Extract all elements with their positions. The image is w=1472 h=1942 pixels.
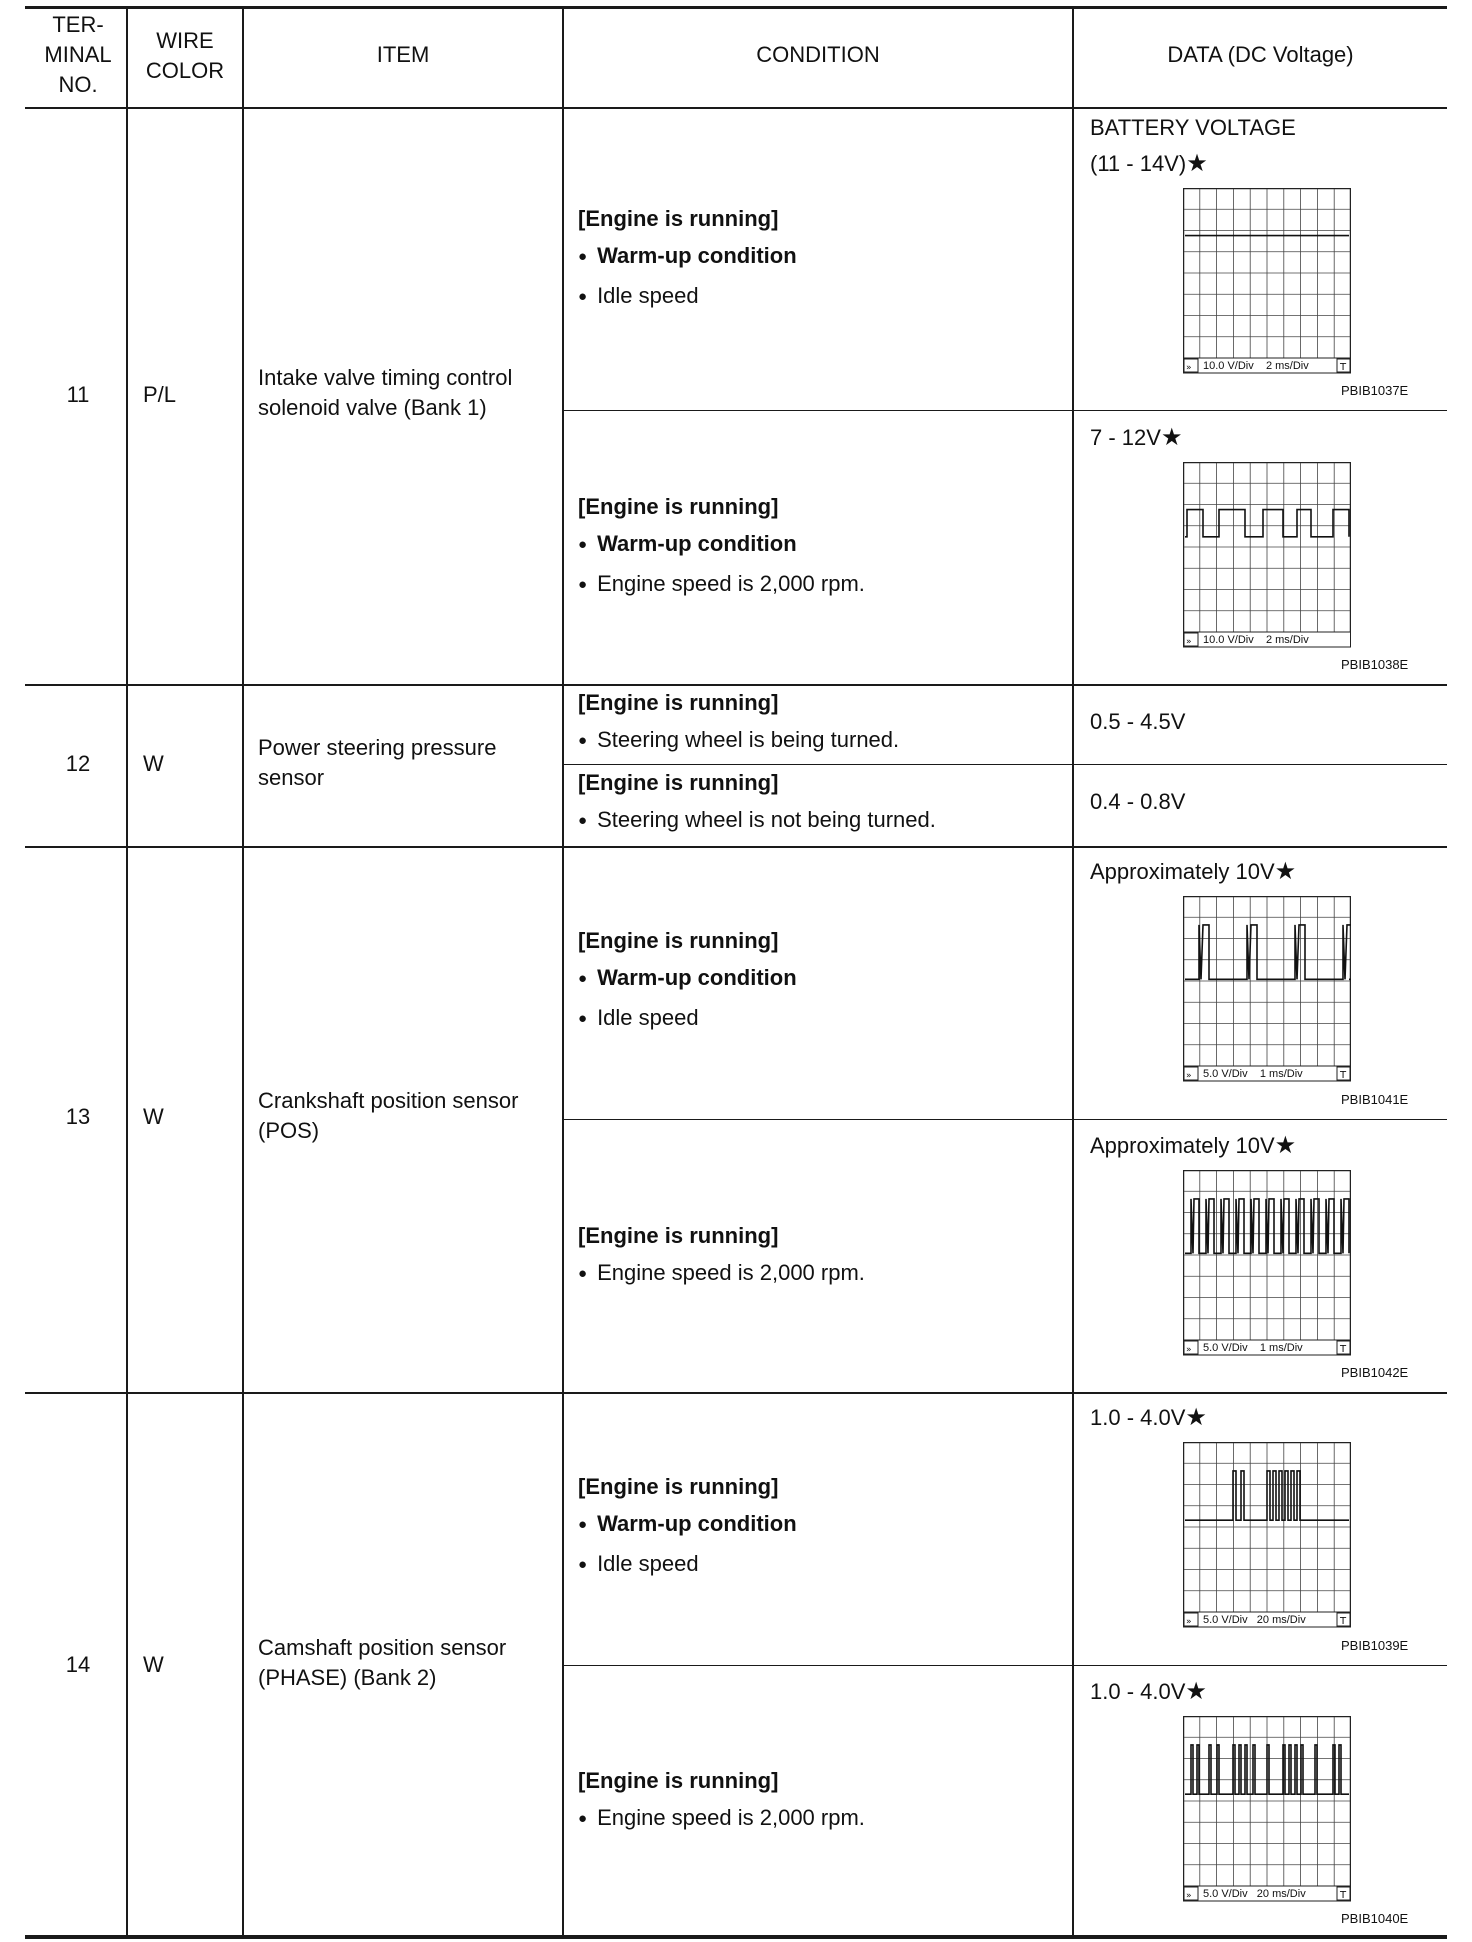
star-icon: ★ [1186, 150, 1208, 177]
figure-code: PBIB1037E [1341, 383, 1409, 398]
figure-code: PBIB1038E [1341, 657, 1409, 672]
condition-block [578, 688, 899, 758]
star-icon: ★ [1274, 858, 1297, 885]
item-name-line-1: Power steering pressure [258, 735, 497, 760]
condition-block [578, 492, 865, 602]
scope-arrow-icon: » [1186, 1891, 1192, 1901]
condition-title: [Engine is running] [578, 1474, 779, 1499]
data-value-text: Approximately 10V [1090, 859, 1275, 884]
condition-bullet: ● Steering wheel is being turned. [578, 725, 899, 758]
item-name [258, 363, 512, 423]
row-13-sub-divider [563, 1119, 1447, 1120]
scope-arrow-icon: » [1186, 637, 1192, 647]
item-name-line-2: solenoid valve (Bank 1) [258, 395, 487, 420]
oscilloscope-waveform [1183, 188, 1351, 374]
scope-scale-label: 5.0 V/Div 20 ms/Div [1203, 1614, 1306, 1626]
oscilloscope-screen [1183, 1716, 1351, 1902]
condition-bullet: ● Idle speed [578, 1549, 797, 1582]
item-name-line-1: Intake valve timing control [258, 365, 513, 390]
item-name [258, 1633, 506, 1693]
data-value-text: (11 - 14V) [1090, 151, 1187, 176]
star-icon: ★ [1185, 1404, 1207, 1431]
header-terminal-line-1: TER- [52, 12, 104, 37]
star-icon: ★ [1274, 1132, 1297, 1159]
header-wire-line-1: WIRE [156, 28, 214, 53]
terminal-number: 13 [65, 1104, 91, 1129]
oscilloscope-waveform [1183, 896, 1351, 1082]
oscilloscope-waveform [1183, 462, 1351, 648]
data-value-line-2 [1090, 149, 1296, 179]
column-divider-3 [562, 7, 564, 1937]
condition-block [578, 1766, 865, 1836]
star-icon: ★ [1160, 424, 1183, 451]
data-value: 0.5 - 4.5V [1090, 709, 1186, 734]
condition-title: [Engine is running] [578, 770, 779, 795]
oscilloscope-screen [1183, 1170, 1351, 1356]
row-13-bottom-rule [25, 1392, 1447, 1394]
column-divider-4 [1072, 7, 1074, 1937]
header-item: ITEM [376, 42, 430, 67]
data-value [1090, 1131, 1296, 1161]
item-name-line-2: (PHASE) (Bank 2) [258, 1665, 437, 1690]
condition-block [578, 768, 936, 838]
table-top-rule [25, 6, 1447, 9]
scope-trigger-letter: T [1340, 1890, 1347, 1901]
column-divider-2 [242, 7, 244, 1937]
figure-code: PBIB1040E [1341, 1911, 1409, 1926]
condition-bullet: ● Idle speed [578, 281, 797, 314]
column-divider-1 [126, 7, 128, 1937]
data-value-line-1: BATTERY VOLTAGE [1090, 115, 1296, 140]
wire-color: W [143, 1652, 164, 1677]
data-value-text: 1.0 - 4.0V [1090, 1405, 1186, 1430]
header-wire-line-2: COLOR [145, 58, 225, 83]
figure-code: PBIB1041E [1341, 1092, 1409, 1107]
oscilloscope-screen [1183, 462, 1351, 648]
condition-bullet: ● Steering wheel is not being turned. [578, 805, 936, 838]
wire-color: W [143, 1104, 164, 1129]
item-name [258, 1086, 518, 1146]
scope-trigger-letter: T [1340, 1070, 1347, 1081]
condition-bullet: ● Warm-up condition [578, 1509, 797, 1542]
condition-bullet: ● Warm-up condition [578, 241, 797, 274]
condition-title: [Engine is running] [578, 1223, 779, 1248]
data-value [1090, 857, 1296, 887]
item-name-line-1: Camshaft position sensor [258, 1635, 507, 1660]
scope-trigger-letter: T [1340, 362, 1347, 373]
row-12-bottom-rule [25, 846, 1447, 848]
condition-bullet: ● Engine speed is 2,000 rpm. [578, 569, 865, 602]
condition-block [578, 1221, 865, 1291]
terminal-number: 12 [65, 751, 91, 776]
header-data: DATA (DC Voltage) [1167, 42, 1354, 67]
header-terminal-line-2: MINAL [44, 42, 112, 67]
header-bottom-rule [25, 107, 1447, 109]
item-name [258, 733, 496, 793]
condition-title: [Engine is running] [578, 1768, 779, 1793]
item-name-line-2: (POS) [258, 1118, 320, 1143]
oscilloscope-waveform [1183, 1442, 1351, 1628]
scope-arrow-icon: » [1186, 1345, 1192, 1355]
table-bottom-rule [25, 1935, 1447, 1939]
condition-bullet: ● Idle speed [578, 1003, 797, 1036]
condition-title: [Engine is running] [578, 690, 779, 715]
data-value-text: 1.0 - 4.0V [1090, 1679, 1186, 1704]
header-condition: CONDITION [756, 42, 880, 67]
data-value [1090, 1403, 1207, 1433]
oscilloscope-screen [1183, 188, 1351, 374]
condition-bullet: ● Warm-up condition [578, 529, 865, 562]
condition-title: [Engine is running] [578, 928, 779, 953]
condition-bullet: ● Engine speed is 2,000 rpm. [578, 1803, 865, 1836]
wire-color: P/L [143, 382, 177, 407]
oscilloscope-screen [1183, 896, 1351, 1082]
row-14-sub-divider [563, 1665, 1447, 1666]
scope-arrow-icon: » [1186, 363, 1192, 373]
row-12-sub-divider [563, 764, 1447, 765]
header-wire-color [128, 26, 242, 86]
data-value [1090, 1677, 1207, 1707]
scope-arrow-icon: » [1186, 1071, 1192, 1081]
header-terminal-no [30, 10, 126, 100]
scope-trigger-letter: T [1340, 1344, 1347, 1355]
condition-block [578, 926, 797, 1036]
oscilloscope-waveform [1183, 1716, 1351, 1902]
condition-block [578, 1472, 797, 1582]
data-value: 0.4 - 0.8V [1090, 789, 1186, 814]
scope-scale-label: 10.0 V/Div 2 ms/Div [1203, 360, 1309, 372]
header-terminal-line-3: NO. [58, 72, 98, 97]
data-value-text: Approximately 10V [1090, 1133, 1275, 1158]
scope-arrow-icon: » [1186, 1617, 1192, 1627]
data-value [1090, 113, 1296, 179]
scope-trigger-letter: T [1340, 1616, 1347, 1627]
item-name-line-1: Crankshaft position sensor [258, 1088, 519, 1113]
figure-code: PBIB1042E [1341, 1365, 1409, 1380]
oscilloscope-screen [1183, 1442, 1351, 1628]
condition-bullet: ● Warm-up condition [578, 963, 797, 996]
data-value [1090, 423, 1182, 453]
star-icon: ★ [1185, 1678, 1207, 1705]
scope-scale-label: 5.0 V/Div 1 ms/Div [1203, 1342, 1303, 1354]
condition-block [578, 204, 797, 314]
scope-scale-label: 10.0 V/Div 2 ms/Div [1203, 634, 1309, 646]
data-value-text: 7 - 12V [1090, 425, 1161, 450]
oscilloscope-waveform [1183, 1170, 1351, 1356]
row-11-sub-divider [563, 410, 1447, 411]
condition-bullet: ● Engine speed is 2,000 rpm. [578, 1258, 865, 1291]
row-11-bottom-rule [25, 684, 1447, 686]
figure-code: PBIB1039E [1341, 1638, 1409, 1653]
terminal-number: 14 [65, 1652, 91, 1677]
scope-scale-label: 5.0 V/Div 20 ms/Div [1203, 1888, 1306, 1900]
condition-title: [Engine is running] [578, 206, 779, 231]
condition-title: [Engine is running] [578, 494, 779, 519]
item-name-line-2: sensor [258, 765, 325, 790]
terminal-number: 11 [66, 382, 90, 407]
wire-color: W [143, 751, 164, 776]
scope-scale-label: 5.0 V/Div 1 ms/Div [1203, 1068, 1303, 1080]
